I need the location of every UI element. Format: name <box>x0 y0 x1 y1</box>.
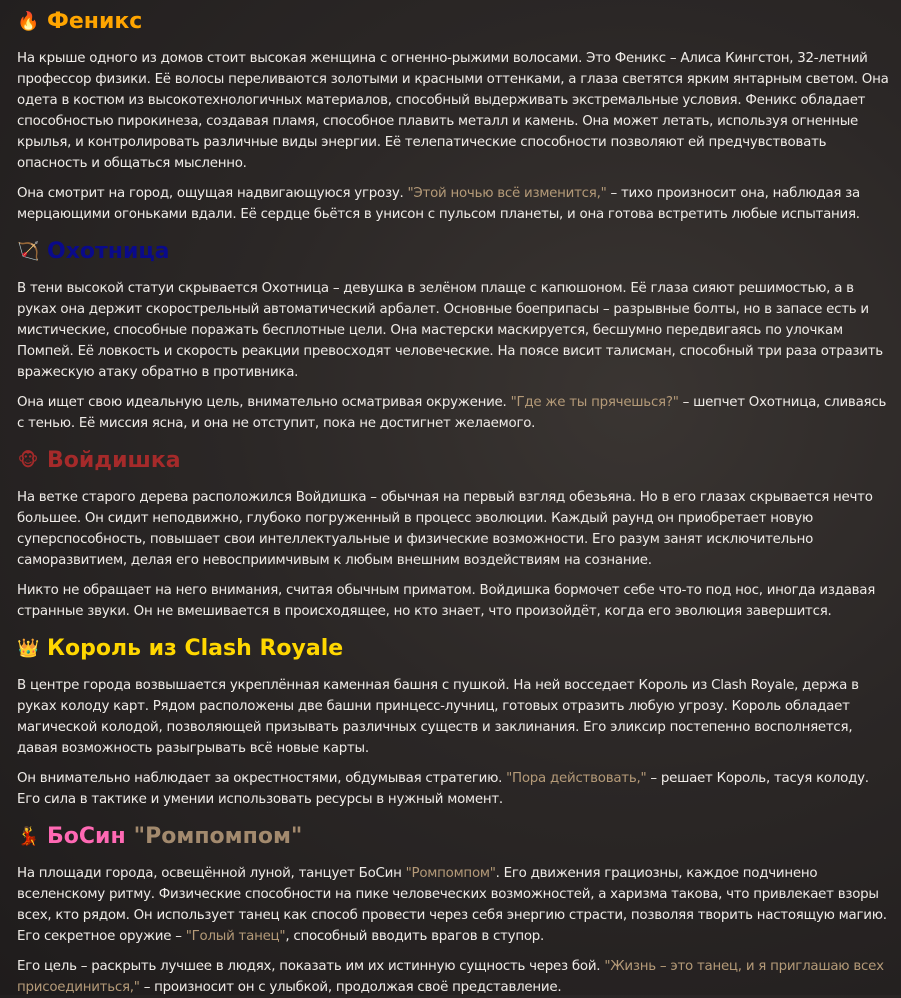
nickname: "Ромпомпом" <box>133 824 303 849</box>
text: Она смотрит на город, ощущая надвигающуюся угрозу. <box>17 186 408 201</box>
section-voidishka <box>17 443 889 622</box>
section-phoenix <box>17 4 889 225</box>
scene <box>17 768 889 810</box>
text: , способный вводить врагов в ступор. <box>285 929 545 944</box>
crown-icon: 👑 <box>17 638 40 659</box>
monkey-icon: 🐵 <box>17 450 39 471</box>
text: . Его движения грациозны, каждое подчинено вселенскому ритму. Физические способности на пике человеческих возможностей, а харизма такова, что привлекает взоры всех, кто рядом. Он использует танец как способ провести через себя энергию страсти, позволяя творить настоящую магию. Его секретное оружие – <box>17 866 887 944</box>
description: На ветке старого дерева расположился Войдишка – обычная на первый взгляд обезьяна. Но в его глазах скрывается нечто большее. Он сидит неподвижно, глубоко погруженный в процесс эволюции. Каждый раунд он приобретает новую суперспособность, повышает свои интеллектуальные и физические возможности. Его разум занят исключительно саморазвитием, делая его невосприимчивым к любым внешним воздействиям на сознание. <box>17 490 873 568</box>
title: Король из Clash Royale <box>47 636 344 661</box>
quote: "Пора действовать," <box>506 771 647 786</box>
scene <box>17 183 889 225</box>
quote: "Жизнь – это танец, и я приглашаю всех присоединиться," <box>17 959 884 995</box>
heading-voidishka <box>17 443 889 479</box>
section-bosin <box>17 819 889 998</box>
heading-phoenix <box>17 4 889 40</box>
dancer-icon: 💃 <box>17 826 40 847</box>
description: В тени высокой статуи скрывается Охотница – девушка в зелёном плаще с капюшоном. Её глаза сияют решимостью, а в руках она держит скорострельный автоматический арбалет. Основные боеприпасы – разрывные болты, но в запасе есть и мистические, способные поражать бесплотные цели. Она мастерски маскируется, бесшумно передвигаясь по улочкам Помпей. Её ловкость и скорость реакции превосходят человеческие. На поясе висит талисман, способный три раза отразить вражескую атаку обратно в противника. <box>17 281 883 380</box>
title: Охотница <box>47 239 170 264</box>
text: – произносит он с улыбкой, продолжая своё представление. <box>139 980 562 995</box>
text: На площади города, освещённой луной, танцует БоСин <box>17 866 406 881</box>
description: В центре города возвышается укреплённая каменная башня с пушкой. На ней восседает Король из Clash Royale, держа в руках колоду карт. Рядом расположены две башни принцесс-лучниц, готовых отразить любую угрозу. Король обладает магической колодой, позволяющей призывать различных существ и заклинания. Его эликсир постепенно восполняется, давая возможность разыгрывать всё новые карты. <box>17 678 859 756</box>
heading-bosin <box>17 819 889 855</box>
quote: "Голый танец" <box>185 929 286 944</box>
title: Феникс <box>47 9 143 34</box>
fire-icon: 🔥 <box>17 11 40 32</box>
title: БоСин <box>47 824 126 849</box>
title: Войдишка <box>47 448 181 473</box>
text: Его цель – раскрыть лучшее в людях, показать им их истинную сущность через бой. <box>17 959 605 974</box>
text: Он внимательно наблюдает за окрестностями, обдумывая стратегию. <box>17 771 507 786</box>
text: – решает Король, тасуя колоду. Его сила в тактике и умении использовать ресурсы в нужный момент. <box>17 771 869 807</box>
text: – шепчет Охотница, сливаясь с тенью. Её миссия ясна, и она не отступит, пока не достигнет желаемого. <box>17 395 887 431</box>
text: – тихо произносит она, наблюдая за мерцающими огоньками вдали. Её сердце бьётся в унисон с пульсом планеты, и она готова встретить любые испытания. <box>17 186 861 222</box>
section-king <box>17 631 889 810</box>
description: На крыше одного из домов стоит высокая женщина с огненно-рыжими волосами. Это Феникс – Алиса Кингстон, 32-летний профессор физики. Её волосы переливаются золотыми и красными оттенками, а глаза светятся ярким янтарным светом. Она одета в костюм из высокотехнологичных материалов, способный выдерживать экстремальные условия. Феникс обладает способностью пирокинеза, создавая пламя, способное плавить металл и камень. Она может летать, используя огненные крылья, и контролировать различные виды энергии. Её телепатические способности позволяют ей предчувствовать опасность и общаться мысленно. <box>17 51 889 171</box>
quote: "Ромпомпом" <box>405 866 496 881</box>
scene <box>17 956 889 998</box>
heading-king <box>17 631 889 667</box>
heading-hunter <box>17 234 889 270</box>
bow-arrow-icon: 🏹 <box>17 241 40 262</box>
scene <box>17 392 889 434</box>
quote: "Этой ночью всё изменится," <box>407 186 607 201</box>
scene: Никто не обращает на него внимания, считая обычным приматом. Войдишка бормочет себе что-то под нос, иногда издавая странные звуки. Он не вмешивается в происходящее, но кто знает, что произойдёт, когда его эволюция завершится. <box>17 583 876 619</box>
text: Она ищет свою идеальную цель, внимательно осматривая окружение. <box>17 395 511 410</box>
quote: "Где же ты прячешься?" <box>510 395 679 410</box>
section-hunter <box>17 234 889 434</box>
description <box>17 863 889 947</box>
